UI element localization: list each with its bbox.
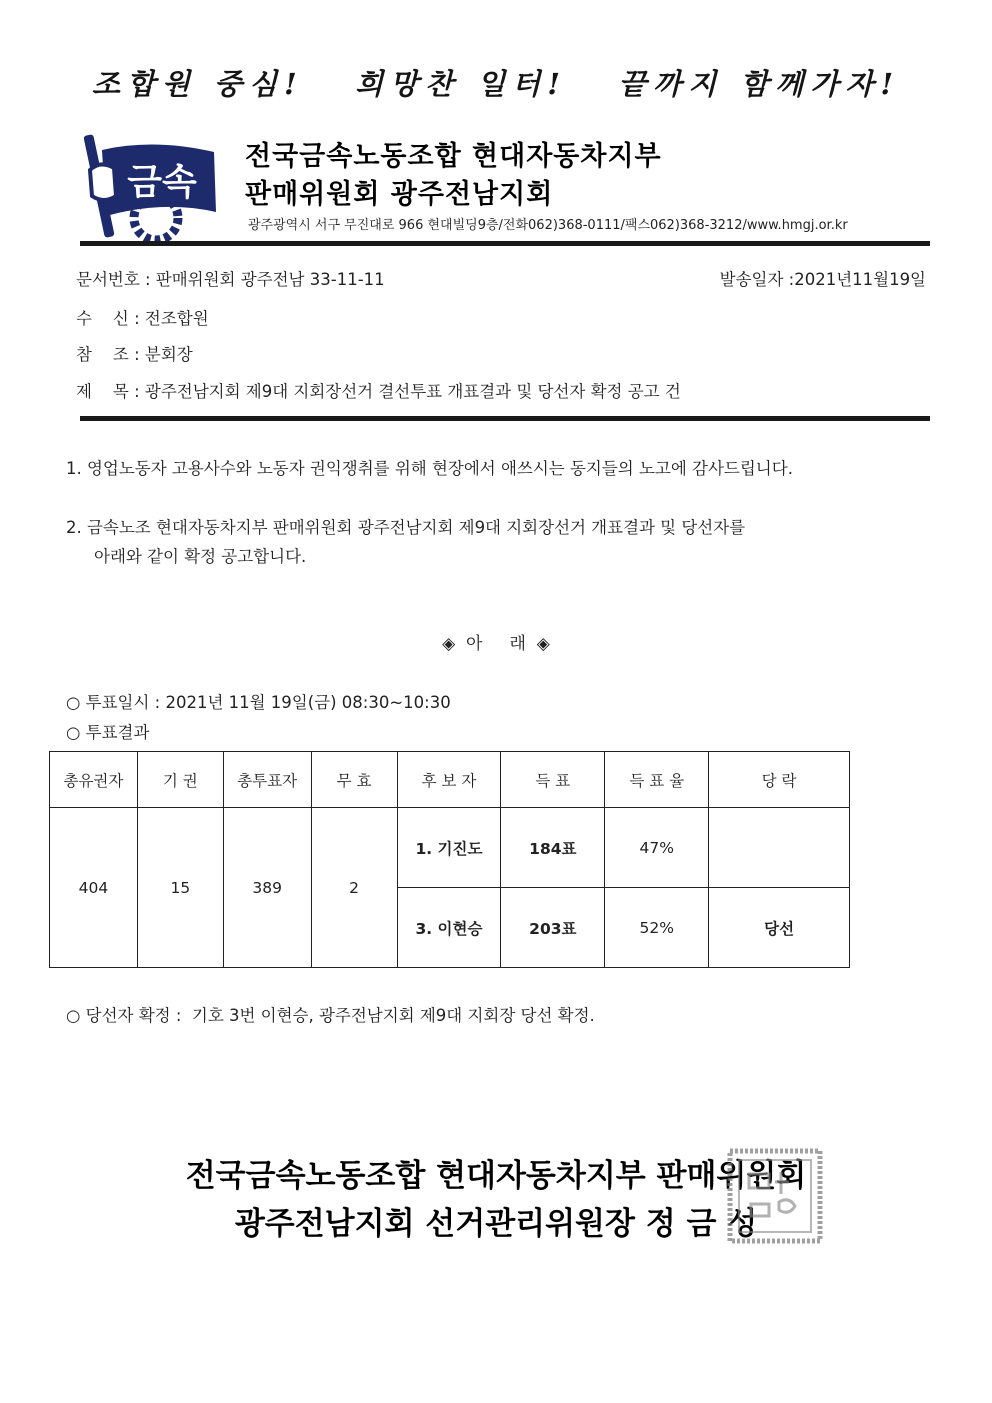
header-invalid: 무 효 [311, 752, 397, 808]
official-seal-icon [727, 1148, 823, 1244]
org-name-line2: 판매위원회 광주전남지회 [245, 179, 554, 210]
candidate-result [709, 808, 850, 888]
abstain-cell: 15 [137, 808, 223, 968]
candidate-rate: 52% [605, 888, 709, 968]
logo-text: 금속 [127, 162, 197, 203]
header-votes: 득 표 [501, 752, 605, 808]
invalid-cell: 2 [311, 808, 397, 968]
subject: 제 목 : 광주전남지회 제9대 지회장선거 결선투표 개표결과 및 당선자 확정 공고 건 [76, 382, 681, 401]
results-table [49, 751, 850, 968]
below-heading: ◈ 아 래 ◈ [442, 634, 550, 654]
recipient: 수 신 : 전조합원 [76, 309, 209, 328]
total-votes-cell: 389 [223, 808, 311, 968]
table-row [50, 808, 850, 888]
doc-number: 문서번호 : 판매위원회 광주전남 33-11-11 [76, 270, 385, 289]
paragraph-1: 1. 영업노동자 고용사수와 노동자 권익쟁취를 위해 현장에서 애쓰시는 동지들의 노고에 감사드립니다. [66, 459, 793, 478]
meta-divider [80, 416, 930, 421]
header-result: 당 락 [709, 752, 850, 808]
issue-date: 발송일자 :2021년11월19일 [719, 270, 926, 289]
candidate-name: 3. 이현승 [397, 888, 501, 968]
header-divider [80, 241, 930, 246]
vote-result-label: ○ 투표결과 [66, 723, 150, 742]
header-total-votes: 총투표자 [223, 752, 311, 808]
union-logo-icon [84, 130, 228, 244]
header-total-voters: 총유권자 [50, 752, 138, 808]
slogan: 조합원 중심! 희망찬 일터! 끝까지 함께가자! [91, 67, 901, 101]
paragraph-2-line1: 2. 금속노조 현대자동차지부 판매위원회 광주전남지회 제9대 지회장선거 개표결과 및 당선자를 [66, 518, 746, 537]
org-address: 광주광역시 서구 무진대로 966 현대빌딩9층/전화062)368-0111/팩스062)368-3212/www.hmgj.or.kr [248, 218, 848, 233]
header-vote-rate: 득 표 율 [605, 752, 709, 808]
signature-org: 전국금속노동조합 현대자동차지부 판매위원회 [185, 1158, 807, 1194]
candidate-name: 1. 기진도 [397, 808, 501, 888]
org-name-line1: 전국금속노동조합 현대자동차지부 [245, 141, 662, 172]
candidate-result: 당선 [709, 888, 850, 968]
total-voters-cell: 404 [50, 808, 138, 968]
table-header-row [50, 752, 850, 808]
vote-datetime: ○ 투표일시 : 2021년 11월 19일(금) 08:30~10:30 [66, 693, 451, 712]
candidate-votes: 184표 [501, 808, 605, 888]
winner-confirmation: ○ 당선자 확정 : 기호 3번 이현승, 광주전남지회 제9대 지회장 당선 확정. [66, 1006, 595, 1025]
signature-chair: 광주전남지회 선거관리위원장 정 금 성 [234, 1206, 758, 1242]
paragraph-2-line2: 아래와 같이 확정 공고합니다. [94, 547, 307, 566]
reference: 참 조 : 분회장 [76, 345, 193, 364]
candidate-votes: 203표 [501, 888, 605, 968]
header-candidate: 후 보 자 [397, 752, 501, 808]
candidate-rate: 47% [605, 808, 709, 888]
header-abstain: 기 권 [137, 752, 223, 808]
